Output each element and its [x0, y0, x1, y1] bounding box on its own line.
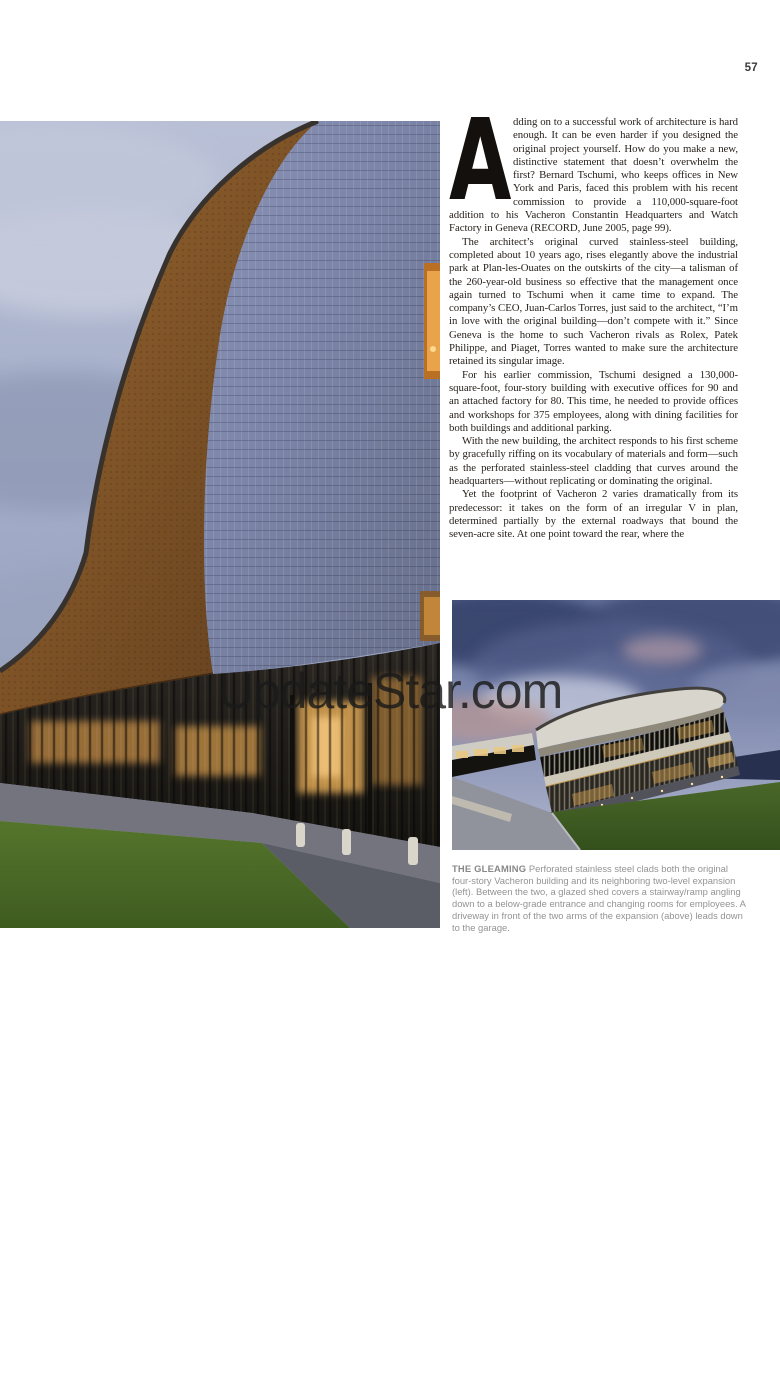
article-paragraph: For his earlier commission, Tschumi designed a 130,000-square-foot, four-story building with executive offices for 90 and an attached factory for 80. This time, he needed to provide offices and workshops for 375 employees, along with dining facilities for both buildings and additional parking. [449, 368, 738, 434]
large-photo-illustration [0, 121, 440, 928]
article-paragraph: With the new building, the architect responds to his first scheme by gracefully riffing on its vocabulary of materials and form—such as the perforated stainless-steel cladding that curves around the headquarters—without replicating or dominating the original. [449, 435, 738, 488]
article-paragraph [449, 96, 738, 236]
page-number: 57 [744, 62, 758, 74]
caption-lead: THE GLEAMING [452, 863, 527, 874]
small-photo-illustration [452, 600, 780, 850]
article-paragraph: The architect’s original curved stainless-steel building, completed about 10 years ago, rises elegantly above the industrial park at Plan-les-Ouates on the outskirts of the city—a talisman of the 260-year-old business so effective that the management once again turned to Tschumi when it came time to expand. The company’s CEO, Juan-Carlos Torres, just said to the architect, “I’m in love with the original building—don’t compete with it.” Since Geneva is the home to such Vacheron rivals as Rolex, Patek Philippe, and Piaget, Torres wanted to make sure the architecture retained its singular image. [449, 235, 738, 368]
article-paragraph: Yet the footprint of Vacheron 2 varies dramatically from its predecessor: it takes on the form of an irregular V in plan, determined partially by the external roadways that bound the seven-acre site. At one point toward the rear, where the [449, 488, 738, 541]
caption-text: Perforated stainless steel clads both the original four-story Vacheron building and its neighboring two-level expansion (left). Between the two, a glazed shed covers a stairway/ramp angling down to a below-grade entrance and changing rooms for employees. A driveway in front of the two arms of the expansion (above) leads down to the garage. [452, 863, 746, 933]
article-body [449, 96, 738, 542]
paragraph-text: dding on to a successful work of architecture is hard enough. It can be even harder if you designed the original project yourself. How do you make a new, distinctive statement that doesn’t overwhelm the first? Bernard Tschumi, who keeps offices in New York and Paris, faced this problem with his recent commission to provide a 110,000-square-foot addition to his Vacheron Constantin Headquarters and Watch Factory in Geneva (RECORD, June 2005, page 99). [449, 116, 738, 235]
drop-cap: A [449, 96, 512, 226]
watermark: UpdateStar.com [217, 663, 563, 719]
photo-building-exterior-dusk [452, 600, 780, 850]
photo-caption [452, 863, 748, 933]
photo-building-exterior-large [0, 121, 440, 928]
